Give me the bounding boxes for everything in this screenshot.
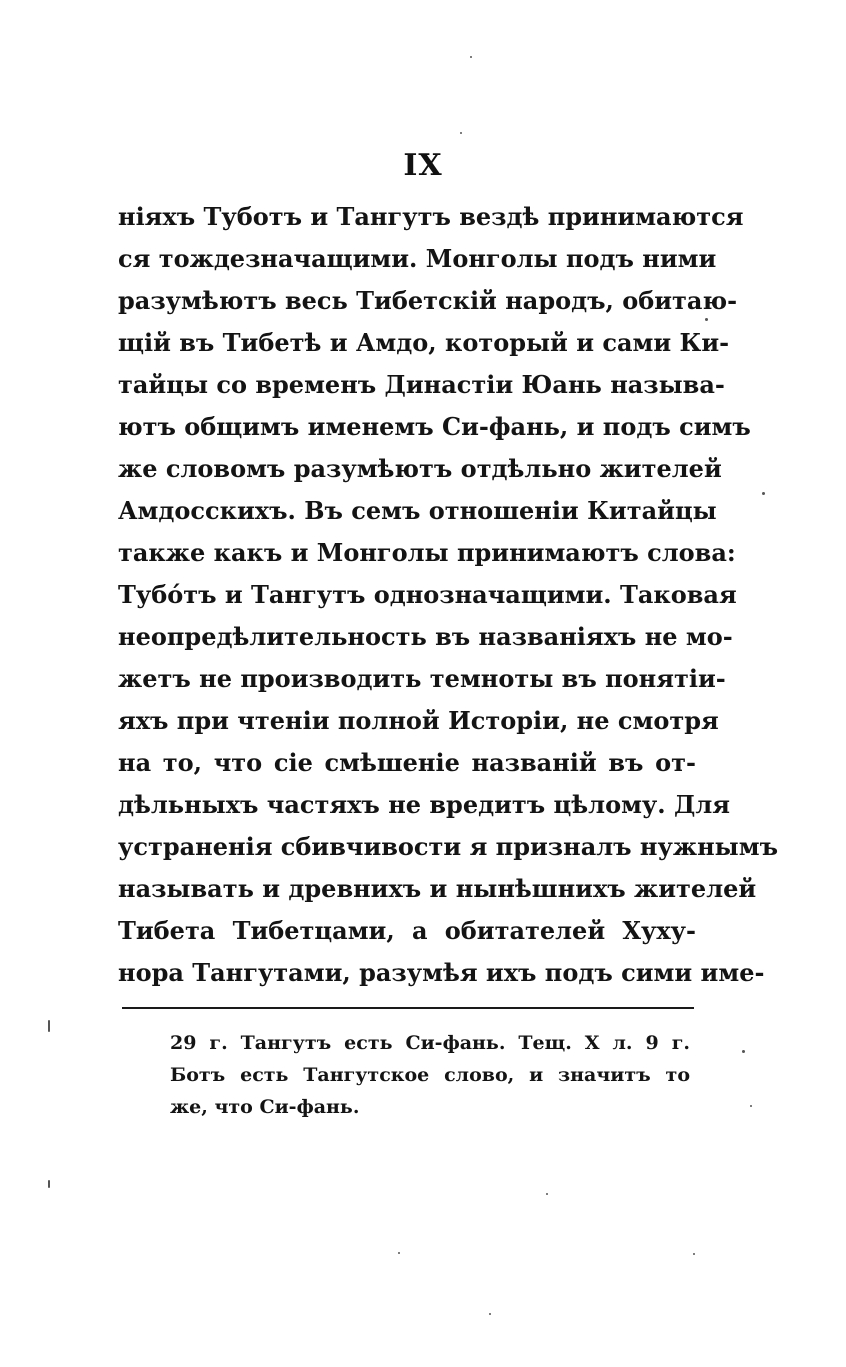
body-line: разумѣютъ весь Тибетскій народъ, обитаю-	[118, 286, 738, 315]
body-line: тайцы со временъ Династіи Юань называ-	[118, 370, 725, 399]
body-line: нора Тангутами, разумѣя ихъ подъ сими име-	[118, 958, 765, 987]
body-line: неопредѣлительность въ названіяхъ не мо-	[118, 622, 733, 651]
scan-speck	[460, 132, 462, 134]
body-line: устраненія сбивчивости я призналъ нужнымъ	[118, 832, 778, 861]
scan-speck	[742, 1050, 745, 1053]
footnote-line: 29 г. Тангутъ есть Си-фань. Тещ. Х л. 9 г.	[170, 1032, 690, 1054]
body-line: на то, что сіе смѣшеніе названій въ от-	[118, 748, 696, 777]
scan-speck	[693, 1253, 695, 1255]
body-line: жетъ не производить темноты въ понятіи-	[118, 664, 726, 693]
body-line: называть и древнихъ и нынѣшнихъ жителей	[118, 874, 757, 903]
body-line: Тибета Тибетцами, а обитателей Хуху-	[118, 916, 696, 945]
scan-speck	[546, 1193, 548, 1195]
page-number: IX	[403, 148, 443, 183]
body-line: Тубо́тъ и Тангутъ однозначащими. Таковая	[118, 580, 737, 609]
footnote-line: Ботъ есть Тангутское слово, и значитъ то	[170, 1064, 690, 1086]
body-line: же словомъ разумѣютъ отдѣльно жителей	[118, 454, 722, 483]
body-text	[118, 196, 778, 994]
body-line: ніяхъ Туботъ и Тангутъ вездѣ принимаются	[118, 202, 744, 231]
body-line: также какъ и Монголы принимаютъ слова:	[118, 538, 736, 567]
scan-speck	[705, 318, 708, 321]
scan-speck	[750, 1105, 752, 1107]
body-line: ютъ общимъ именемъ Си-фань, и подъ симъ	[118, 412, 751, 441]
body-line: дѣльныхъ частяхъ не вредитъ цѣлому. Для	[118, 790, 730, 819]
scan-speck	[762, 492, 765, 495]
scan-speck	[398, 1252, 400, 1254]
scan-speck	[48, 1020, 50, 1032]
scan-speck	[489, 1313, 491, 1315]
body-line: Амдосскихъ. Въ семъ отношеніи Китайцы	[118, 496, 717, 525]
footnote-divider	[122, 1007, 694, 1009]
body-line: яхъ при чтеніи полной Исторіи, не смотря	[118, 706, 719, 735]
scan-speck	[48, 1180, 50, 1188]
footnote-line: же, что Си-фань.	[170, 1096, 360, 1118]
scan-speck	[470, 56, 472, 58]
footnote	[170, 1027, 690, 1123]
body-line: ся тождезначащими. Монголы подъ ними	[118, 244, 717, 273]
body-line: щій въ Тибетѣ и Амдо, который и сами Ки-	[118, 328, 730, 357]
